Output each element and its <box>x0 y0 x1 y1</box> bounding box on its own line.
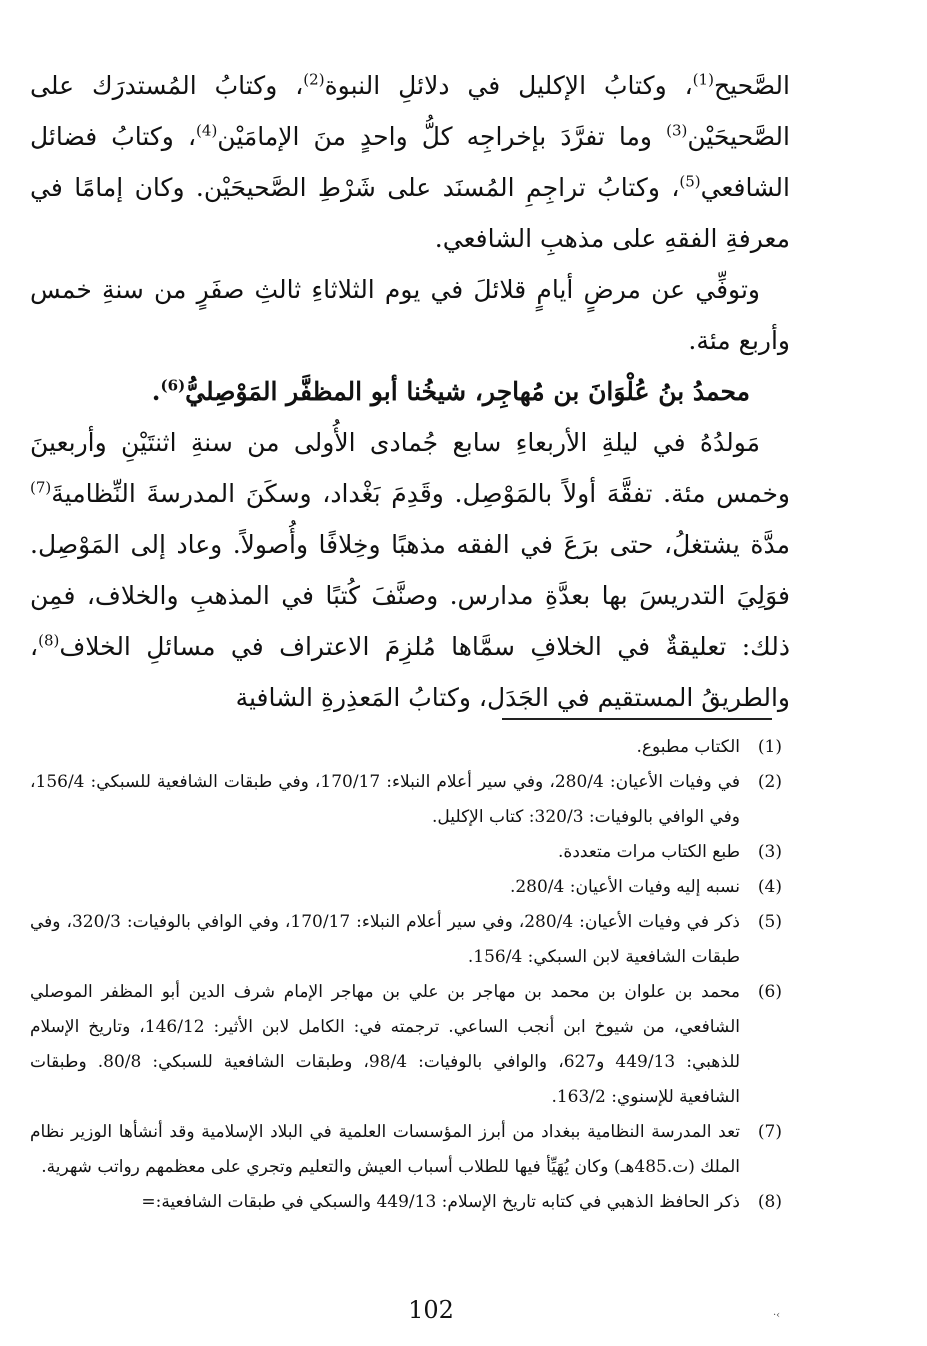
footnote-ref-8: (8) <box>38 631 60 650</box>
footnote-ref-2: (2) <box>303 70 325 89</box>
text-run: ، والطريقُ المستقيم في الجَدَل، وكتابُ المَعذِرةِ الشافية <box>30 632 790 712</box>
page-number: 102 <box>408 1296 454 1324</box>
footnote-ref-4: (4) <box>196 121 218 140</box>
footnote-2 <box>30 765 782 835</box>
footnote-3 <box>30 835 782 870</box>
footnote-5 <box>30 905 782 975</box>
ink-mark: ·‹ <box>773 1310 781 1321</box>
footnote-number: (4) <box>757 877 782 897</box>
footnote-text: الكتاب مطبوع. <box>636 737 740 757</box>
footnote-ref-3: (3) <box>666 121 688 140</box>
footnote-ref-5: (5) <box>679 172 701 191</box>
footnote-number: (1) <box>757 737 782 757</box>
body-text <box>30 60 790 723</box>
text-run: الصَّحيح <box>713 71 790 100</box>
section-heading <box>30 366 790 417</box>
text-run: ، وكتابُ فضائل الشافعي <box>30 122 790 202</box>
text-run: ، وكتابُ الإكليل في دلائلِ النبوة <box>324 71 693 100</box>
paragraph-1 <box>30 60 790 264</box>
footnote-text: طبع الكتاب مرات متعددة. <box>558 842 740 862</box>
text-run: مدَّة يشتغلُ، حتى برَعَ في الفقه مذهبًا وخِلافًا وأُصولاً. وعاد إلى المَوْصِل. فوَلِيَ التدريسَ بها بعدَّةِ مدارس. وصنَّفَ كُتبًا في المذهبِ والخلاف، فمِن ذلك: تعليقةٌ في الخلافِ سمَّاها مُلزِمَ الاعتراف في مسائلِ الخلاف <box>30 530 790 661</box>
footnote-1 <box>30 730 782 765</box>
footnote-text: محمد بن علوان بن محمد بن مهاجر بن علي بن مهاجر الإمام شرف الدين أبو المظفر الموصلي الشافعي، من شيوخ ابن أنجب الساعي. ترجمته في: الكامل لابن الأثير: 146/12، وتاريخ الإسلام للذهبي: 449/13 و627، والوافي بالوفيات: 98/4، وطبقات الشافعية للسبكي: 80/8. وطبقات الشافعية للإسنوي: 163/2. <box>30 982 740 1107</box>
footnote-number: (6) <box>757 982 782 1002</box>
footnote-number: (7) <box>757 1122 782 1142</box>
footnote-ref-6: (6) <box>160 376 186 395</box>
footnote-6 <box>30 975 782 1115</box>
text-run: مَولدُهُ في ليلةِ الأربعاءِ سابع جُمادى الأُولى من سنةِ اثنتَيْنِ وأربعينَ وخمس مئة. تفقَّهَ أولاً بالمَوْصِل. وقَدِمَ بَغْداد، وسكَنَ المدرسةَ النِّظاميةَ <box>30 428 790 508</box>
footnote-text: في وفيات الأعيان: 280/4، وفي سير أعلام النبلاء: 170/17، وفي طبقات الشافعية للسبكي: 156/4، وفي الوافي بالوفيات: 320/3: كتاب الإكليل. <box>30 772 740 827</box>
text-run: وما تفرَّدَ بإخراجِه كلُّ واحدٍ منَ الإمامَيْن <box>217 122 667 151</box>
footnote-separator <box>502 718 772 720</box>
footnote-text: تعد المدرسة النظامية ببغداد من أبرز المؤسسات العلمية في البلاد الإسلامية وقد أنشأها الوزير نظام الملك (ت.485هـ) وكان يُهَيِّأ فيها للطلاب أسباب العيش والتعليم وتجري على معظمهم رواتب شهرية. <box>30 1122 740 1177</box>
text-run: ، وكتابُ المُستدرَك على الصَّحيحَيْن <box>30 71 790 151</box>
heading-end: . <box>151 377 161 406</box>
footnote-number: (2) <box>757 772 782 792</box>
footnote-ref-1: (1) <box>692 70 714 89</box>
text-run: ، وكتابُ تراجِمِ المُسنَد على شَرْطِ الصَّحيحَيْن. وكان إمامًا في معرفةِ الفقهِ على مذهبِ الشافعي. <box>30 173 790 253</box>
main-text <box>30 60 790 723</box>
footnote-number: (3) <box>757 842 782 862</box>
footnote-number: (5) <box>757 912 782 932</box>
paragraph-3 <box>30 417 790 723</box>
footnote-text: ذكر في وفيات الأعيان: 280/4، وفي سير أعلام النبلاء: 170/17، وفي الوافي بالوفيات: 320/3، وفي طبقات الشافعية لابن السبكي: 156/4. <box>30 912 741 967</box>
footnote-text: ذكر الحافظ الذهبي في كتابه تاريخ الإسلام: 449/13 والسبكي في طبقات الشافعية:= <box>141 1192 740 1212</box>
footnote-7 <box>30 1115 782 1185</box>
footnote-ref-7: (7) <box>30 478 52 497</box>
footnote-4 <box>30 870 782 905</box>
heading-text: محمدُ بنُ عُلْوَانَ بن مُهاجِر، شيخُنا أبو المظفَّر المَوْصِليُّ <box>185 377 750 406</box>
paragraph-2: وتوفِّي عن مرضٍ أيامٍ قلائلَ في يوم الثلاثاءِ ثالثِ صفَرٍ من سنةِ خمس وأربع مئة. <box>30 275 790 355</box>
footnotes <box>30 730 782 1220</box>
footnote-text: نسبه إليه وفيات الأعيان: 280/4. <box>509 877 740 897</box>
footnote-8 <box>30 1185 782 1220</box>
footnote-number: (8) <box>757 1192 782 1212</box>
